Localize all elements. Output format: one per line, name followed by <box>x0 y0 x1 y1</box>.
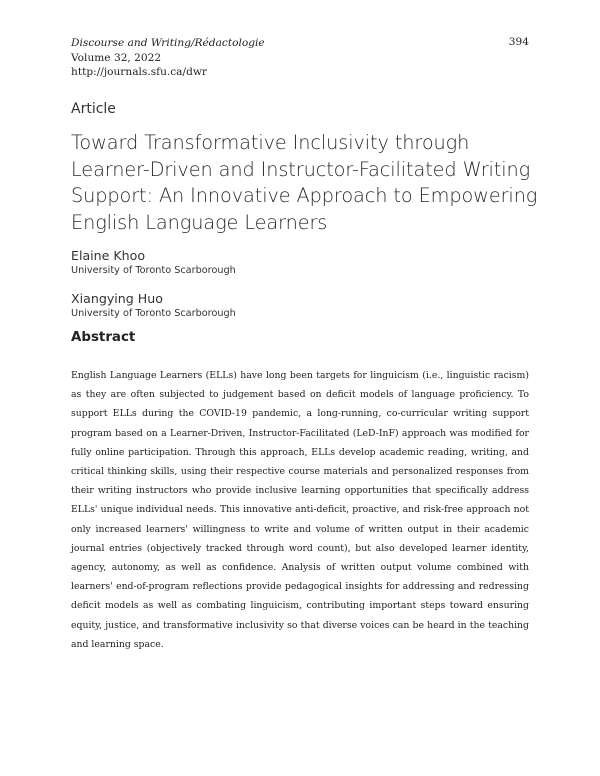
author-name: Xiangying Huo <box>71 291 163 306</box>
journal-name: Discourse and Writing/Rédactologie <box>71 37 265 49</box>
abstract-heading: Abstract <box>71 330 136 345</box>
article-title: Toward Transformative Inclusivity through Learner-Driven and Instructor-Facilitated Writing Support: An Innovative Approach to Empowering English Language Learners <box>71 131 538 234</box>
author-name: Elaine Khoo <box>71 248 146 263</box>
journal-url[interactable]: http://journals.sfu.ca/dwr <box>71 66 207 78</box>
author-block <box>71 291 236 320</box>
running-header <box>71 36 265 80</box>
journal-volume: Volume 32, 2022 <box>71 51 162 64</box>
article-type-label: Article <box>71 101 116 117</box>
author-affiliation: University of Toronto Scarborough <box>71 265 236 276</box>
abstract-text: English Language Learners (ELLs) have long been targets for linguicism (i.e., linguistic racism) as they are often subjected to judgement based on deficit models of language proficiency. To support ELLs during the COVID-19 pandemic, a long-running, co-curricular writing support program based on a Learner-Driven, Instructor-Facilitated (LeD-InF) approach was modified for fully online participation. Through this approach, ELLs develop academic reading, writing, and critical thinking skills, using their respective course materials and personalized responses from their writing instructors who provide inclusive learning opportunities that specifically address ELLs' unique individual needs. This innovative anti-deficit, proactive, and risk-free approach not only increased learners' willingness to write and volume of written output in their academic journal entries (objectively tracked through word count), but also developed learner identity, agency, autonomy, as well as confidence. Analysis of written output volume combined with learners' end-of-program reflections provide pedagogical insights for addressing and redressing deficit models as well as combating linguicism, contributing important steps toward ensuring equity, justice, and transformative inclusivity so that diverse voices can be heard in the teaching and learning space. <box>71 370 529 650</box>
author-block <box>71 248 236 277</box>
author-affiliation: University of Toronto Scarborough <box>71 308 236 319</box>
page-number: 394 <box>508 36 529 48</box>
